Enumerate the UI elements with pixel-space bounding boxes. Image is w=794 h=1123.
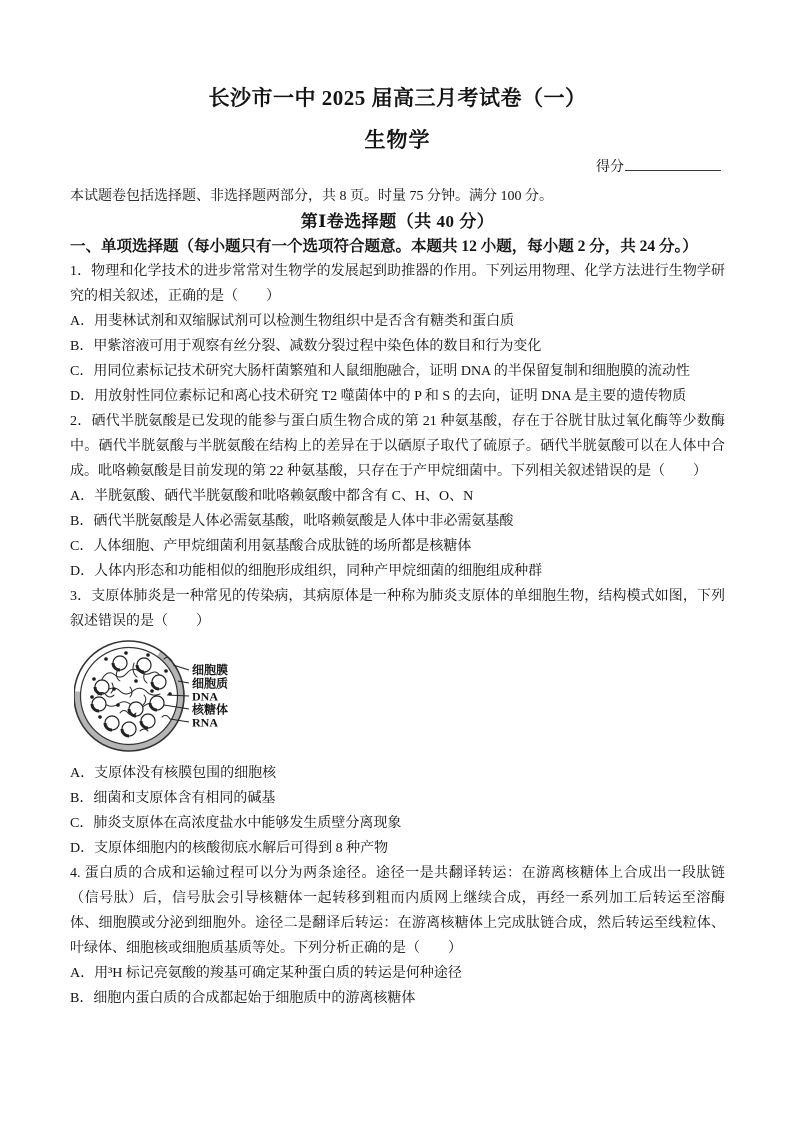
question-1-stem: 1．物理和化学技术的进步常常对生物学的发展起到助推器的作用。下列运用物理、化学方法进行生物学研究的相关叙述，正确的是（ ） (70, 264, 725, 304)
diagram-label-dna: DNA (192, 689, 218, 704)
question-1-option-d: D．用放射性同位素标记和离心技术研究 T2 噬菌体中的 P 和 S 的去向，证明 DNA 是主要的遗传物质 (70, 389, 687, 404)
question-3-option-a: A．支原体没有核膜包围的细胞核 (70, 766, 277, 781)
score-blank-line (625, 156, 721, 171)
exam-instructions: 本试题卷包括选择题、非选择题两部分，共 8 页。时量 75 分钟。满分 100 分。 (70, 189, 553, 204)
question-1-option-c: C．用同位素标记技术研究大肠杆菌繁殖和人鼠细胞融合，证明 DNA 的半保留复制和细胞膜的流动性 (70, 364, 690, 379)
score-row (70, 156, 721, 178)
question-1 (70, 259, 725, 409)
diagram-label-ribosome: 核糖体 (192, 702, 229, 717)
part-1-heading: 一、单项选择题（每小题只有一个选项符合题意。本题共 12 小题，每小题 2 分，共 24 分。） (70, 238, 698, 255)
question-4-stem: 4. 蛋白质的合成和运输过程可以分为两条途径。途径一是共翻译转运：在游离核糖体上合成出一段肽链（信号肽）后，信号肽会引导核糖体一起转移到粗而内质网上继续合成，再经一系列加工后转运至溶酶体、细胞膜或分泌到细胞外。途径二是翻译后转运：在游离核糖体上完成肽链合成，然后转运至线粒体、叶绿体、细胞核或细胞质基质等处。下列分析正确的是（ ） (70, 866, 725, 956)
mycoplasma-cell-diagram (74, 639, 254, 759)
question-1-option-b: B．甲紫溶液可用于观察有丝分裂、减数分裂过程中染色体的数目和行为变化 (70, 339, 542, 354)
question-2-option-d: D．人体内形态和功能相似的细胞形成组织，同种产甲烷细菌的细胞组成种群 (70, 564, 543, 579)
exam-title: 长沙市一中 2025 届高三月考试卷（一） (208, 86, 587, 110)
leader-line-dna (167, 695, 189, 696)
question-2 (70, 409, 725, 584)
question-4 (70, 861, 725, 1011)
question-3-stem: 3．支原体肺炎是一种常见的传染病，其病原体是一种称为肺炎支原体的单细胞生物，结构模式如图，下列叙述错误的是（ ） (70, 589, 725, 629)
question-2-option-b: B．硒代半胱氨酸是人体必需氨基酸，吡咯赖氨酸是人体中非必需氨基酸 (70, 514, 514, 529)
exam-subject: 生物学 (364, 128, 431, 152)
section-1-heading: 第Ⅰ卷选择题（共 40 分） (300, 212, 495, 231)
question-3-option-b: B．细菌和支原体含有相同的碱基 (70, 791, 276, 806)
question-4-option-b: B．细胞内蛋白质的合成都起始于细胞质中的游离核糖体 (70, 991, 416, 1006)
question-2-stem: 2．硒代半胱氨酸是已发现的能参与蛋白质生物合成的第 21 种氨基酸，存在于谷胱甘肽过氧化酶等少数酶中。硒代半胱氨酸与半胱氨酸在结构上的差异在于以硒原子取代了硫原子。硒代半胱氨酸可以在人体中合成。吡咯赖氨酸是目前发现的第 22 种氨基酸，只存在于产甲烷细菌中。下列相关叙述错误的是（ ） (70, 414, 725, 479)
diagram-label-rna: RNA (192, 715, 218, 730)
ribosomes (92, 656, 166, 736)
diagram-label-cytoplasm: 细胞质 (192, 676, 229, 691)
question-3 (70, 584, 725, 861)
diagram-label-cell-membrane: 细胞膜 (192, 663, 229, 677)
question-1-option-a: A．用斐林试剂和双缩脲试剂可以检测生物组织中是否含有糖类和蛋白质 (70, 314, 515, 329)
question-3-option-c: C．肺炎支原体在高浓度盐水中能够发生质壁分离现象 (70, 816, 402, 831)
question-2-option-a: A．半胱氨酸、硒代半胱氨酸和吡咯赖氨酸中都含有 C、H、O、N (70, 489, 474, 504)
question-4-option-a: A．用³H 标记亮氨酸的羧基可确定某种蛋白质的转运是何种途径 (70, 966, 462, 981)
question-2-option-c: C．人体细胞、产甲烷细菌利用氨基酸合成肽链的场所都是核糖体 (70, 539, 472, 554)
score-label: 得分 (596, 160, 624, 175)
question-3-option-d: D．支原体细胞内的核酸彻底水解后可得到 8 种产物 (70, 841, 389, 856)
